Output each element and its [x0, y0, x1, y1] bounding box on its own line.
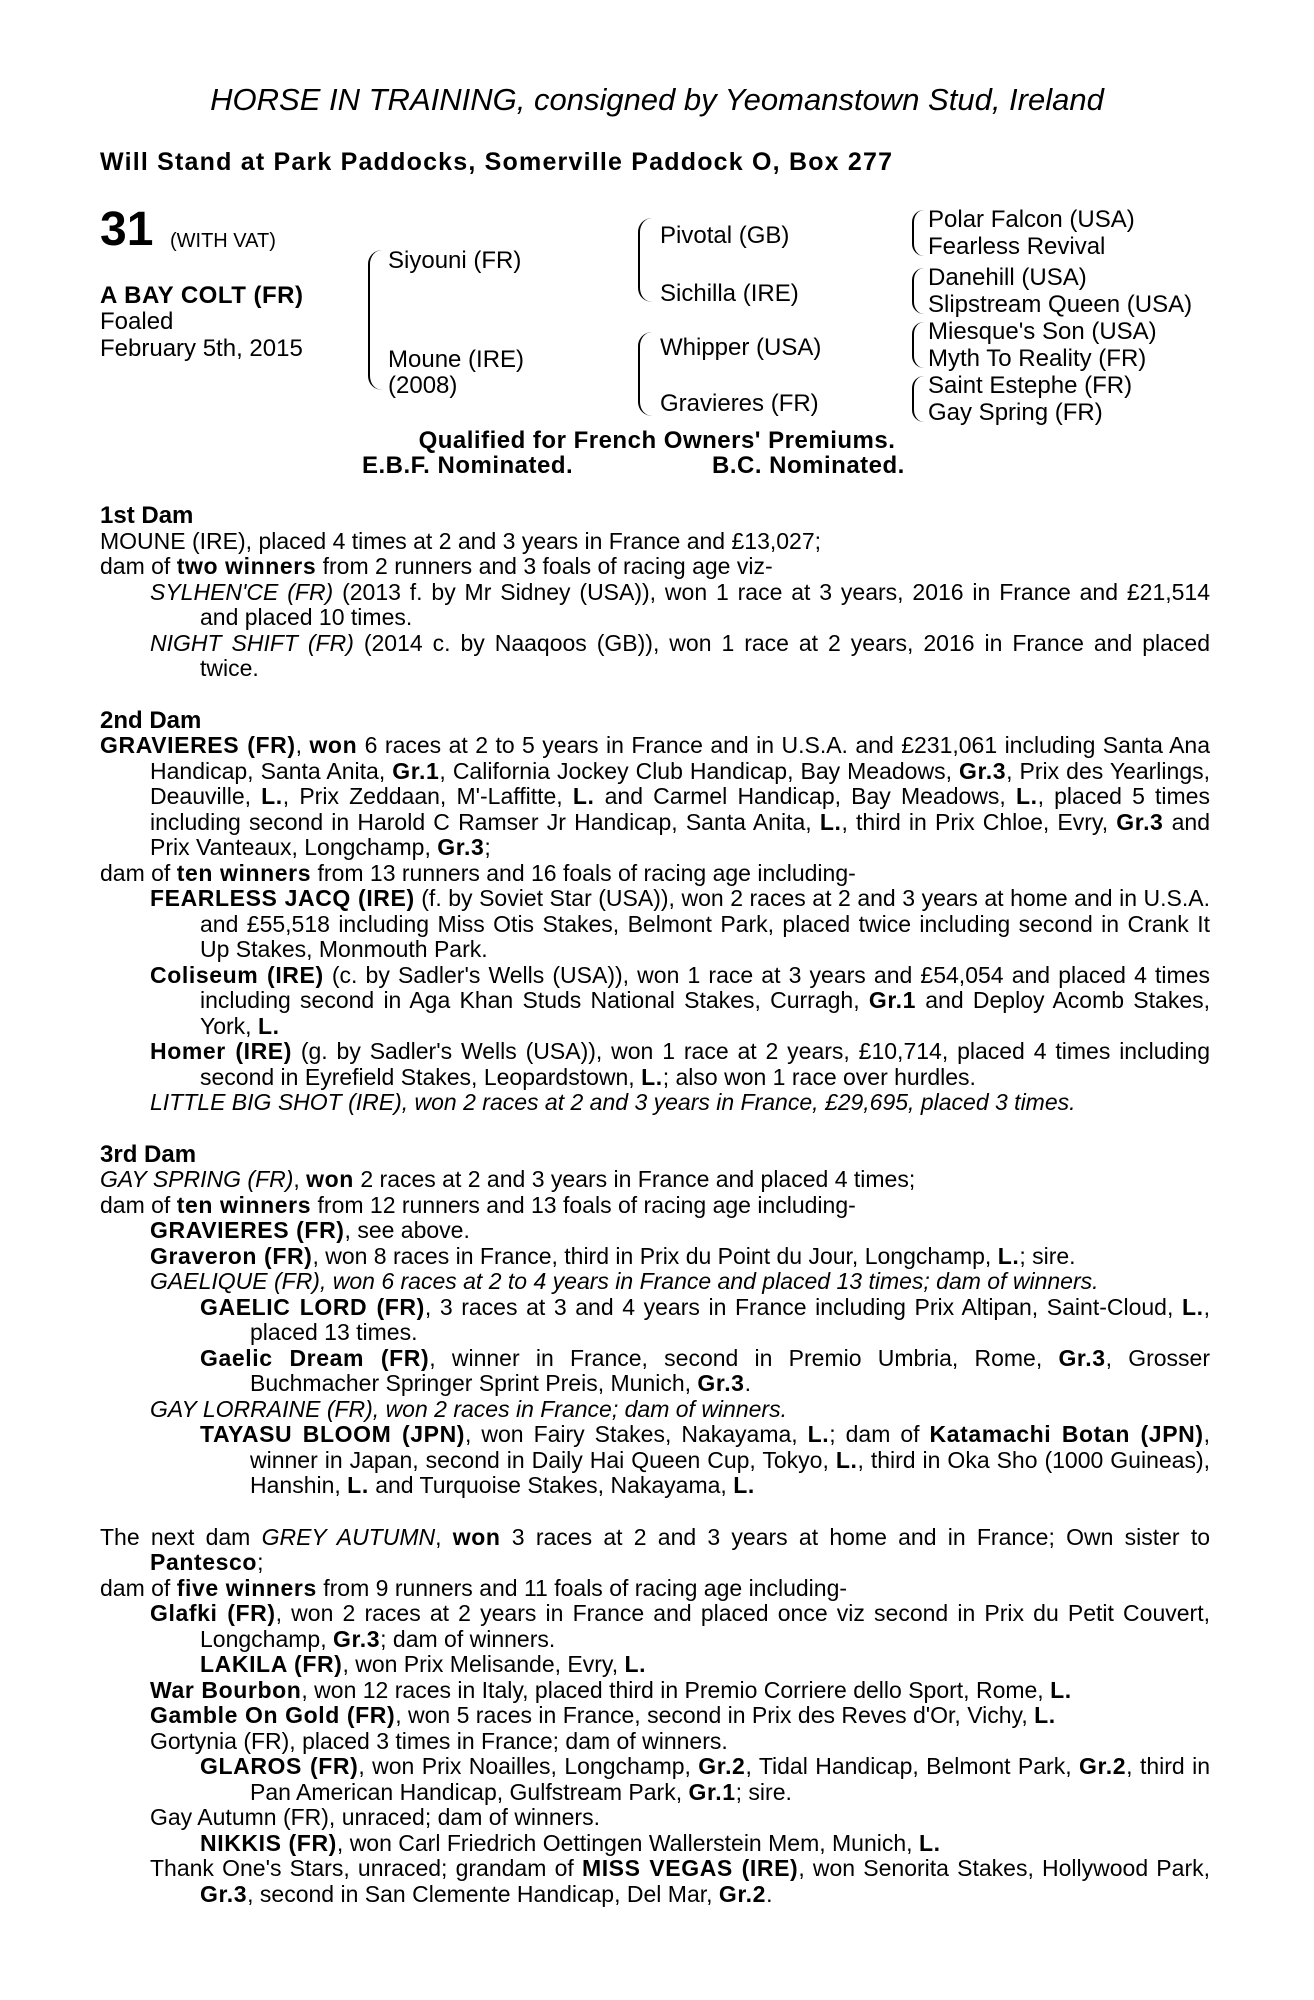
produce-entry: SYLHEN'CE (FR) (2013 f. by Mr Sidney (USA)), won 1 race at 3 years, 2016 in France and £21,514 and placed 10 times.	[150, 578, 1211, 630]
produce-entry: TAYASU BLOOM (JPN), won Fairy Stakes, Nakayama, L.; dam of Katamachi Botan (JPN), winner in Japan, second in Daily Hai Queen Cup, Tokyo, L., third in Oka Sho (1000 Guineas), Hanshin, L. and Turquoise Stakes, Nakayama, L.	[200, 1421, 1210, 1498]
first-dam-heading: 1st Dam	[100, 502, 194, 529]
produce-entry: Glafki (FR), won 2 races at 2 years in France and placed once viz second in Prix du Petit Couvert, Longchamp, Gr.3; dam of winners.	[150, 1600, 1210, 1652]
produce-entry: Coliseum (IRE) (c. by Sadler's Wells (USA)), won 1 race at 3 years and £54,054 and placed 4 times including second in Aga Khan Studs National Stakes, Curragh, Gr.1 and Deploy Acomb Stakes, York, L.	[150, 961, 1210, 1039]
foaled-date: February 5th, 2015	[100, 335, 303, 362]
produce-entry: Gamble On Gold (FR), won 5 races in France, second in Prix des Reves d'Or, Vichy, L.	[150, 1702, 1056, 1728]
next-dam-entry: The next dam GREY AUTUMN, won 3 races at 2 and 3 years at home and in France; Own sister to Pantesco;	[100, 1523, 1211, 1575]
produce-entry: NIGHT SHIFT (FR) (2014 c. by Naaqoos (GB)), won 1 race at 2 years, 2016 in France and placed twice.	[150, 629, 1210, 681]
pedigree-sire-dam: Sichilla (IRE)	[660, 280, 799, 307]
produce-entry: GLAROS (FR), won Prix Noailles, Longchamp, Gr.2, Tidal Handicap, Belmont Park, Gr.2, third in Pan American Handicap, Gulfstream Park, Gr.1; sire.	[200, 1753, 1210, 1805]
produce-entry: GAY LORRAINE (FR), won 2 races in France; dam of winners.	[150, 1395, 787, 1422]
produce-entry: LITTLE BIG SHOT (IRE), won 2 races at 2 and 3 years in France, £29,695, placed 3 times.	[150, 1089, 1076, 1115]
pedigree-ggs-5: Miesque's Son (USA)	[928, 318, 1157, 345]
pedigree-dam-sire: Whipper (USA)	[660, 334, 822, 361]
pedigree-dam: Moune (IRE)	[388, 346, 525, 373]
produce-entry: GAELIC LORD (FR), 3 races at 3 and 4 years in France including Prix Altipan, Saint-Cloud, L., placed 13 times.	[200, 1293, 1210, 1345]
pedigree-dam-dam: Gravieres (FR)	[660, 390, 819, 417]
produce-entry: War Bourbon, won 12 races in Italy, placed third in Premio Corriere dello Sport, Rome, L.	[150, 1676, 1072, 1703]
pedigree-ggs-1: Polar Falcon (USA)	[928, 206, 1135, 233]
pedigree-bracket	[638, 332, 652, 416]
lot-number: 31	[100, 203, 154, 256]
produce-entry: FEARLESS JACQ (IRE) (f. by Soviet Star (USA)), won 2 races at 2 and 3 years at home and in U.S.A. and £55,518 including Miss Otis Stakes, Belmont Park, placed twice including second in Crank It Up Stakes, Monmouth Park.	[150, 885, 1210, 962]
pedigree-ggs-8: Gay Spring (FR)	[928, 399, 1103, 426]
pedigree-bracket	[912, 376, 924, 422]
next-dam-produce-summary: dam of five winners from 9 runners and 11 foals of racing age including-	[100, 1574, 848, 1601]
pedigree-sire: Siyouni (FR)	[388, 247, 522, 274]
produce-entry: LAKILA (FR), won Prix Melisande, Evry, L.	[200, 1651, 647, 1677]
second-dam-produce-summary: dam of ten winners from 13 runners and 16 foals of racing age including-	[100, 859, 856, 886]
produce-entry: Thank One's Stars, unraced; grandam of MISS VEGAS (IRE), won Senorita Stakes, Hollywood Park, Gr.3, second in San Clemente Handicap, Del Mar, Gr.2.	[150, 1855, 1210, 1907]
pedigree-ggs-2: Fearless Revival	[928, 233, 1106, 260]
lot-name: A BAY COLT (FR)	[100, 282, 304, 309]
pedigree-ggs-7: Saint Estephe (FR)	[928, 372, 1133, 399]
produce-entry: Gaelic Dream (FR), winner in France, second in Premio Umbria, Rome, Gr.3, Grosser Buchmacher Springer Sprint Preis, Munich, Gr.3.	[200, 1344, 1210, 1396]
produce-entry: Graveron (FR), won 8 races in France, third in Prix du Point du Jour, Longchamp, L.; sire.	[150, 1242, 1076, 1269]
pedigree-ggs-4: Slipstream Queen (USA)	[928, 291, 1193, 318]
third-dam-produce-summary: dam of ten winners from 12 runners and 13 foals of racing age including-	[100, 1191, 856, 1218]
first-dam-produce-summary: dam of two winners from 2 runners and 3 foals of racing age viz-	[100, 553, 773, 579]
second-dam-entry: GRAVIERES (FR), won 6 races at 2 to 5 years in France and in U.S.A. and £231,061 including Santa Ana Handicap, Santa Anita, Gr.1, California Jockey Club Handicap, Bay Meadows, Gr.3, Prix des Yearlings, Deauville, L., Prix Zeddaan, M'-Laffitte, L. and Carmel Handicap, Bay Meadows, L., placed 5 times including second in Harold C Ramser Jr Handicap, Santa Anita, L., third in Prix Chloe, Evry, Gr.3 and Prix Vanteaux, Longchamp, Gr.3;	[100, 732, 1211, 860]
pedigree-bracket	[638, 218, 652, 302]
pedigree-bracket	[912, 268, 924, 314]
premiums-note: Qualified for French Owners' Premiums.	[418, 427, 896, 454]
page-title: HORSE IN TRAINING, consigned by Yeomanstown Stud, Ireland	[210, 82, 1104, 117]
pedigree-bracket	[912, 210, 924, 256]
bc-note: B.C. Nominated.	[712, 452, 905, 479]
third-dam-heading: 3rd Dam	[100, 1140, 197, 1168]
venue-line: Will Stand at Park Paddocks, Somerville Paddock O, Box 277	[100, 148, 894, 176]
pedigree-bracket	[912, 322, 924, 368]
produce-entry: NIKKIS (FR), won Carl Friedrich Oettingen Wallerstein Mem, Munich, L.	[200, 1829, 941, 1856]
pedigree-notes	[100, 503, 1210, 1907]
ebf-note: E.B.F. Nominated.	[362, 452, 574, 479]
produce-entry: Gortynia (FR), placed 3 times in France; dam of winners.	[150, 1727, 728, 1754]
pedigree-ggs-6: Myth To Reality (FR)	[928, 345, 1147, 372]
foaled-label: Foaled	[100, 308, 174, 335]
produce-entry: GAELIQUE (FR), won 6 races at 2 to 4 years in France and placed 13 times; dam of winners.	[150, 1268, 1099, 1294]
vat-note: (WITH VAT)	[170, 230, 276, 252]
third-dam-entry: GAY SPRING (FR), won 2 races at 2 and 3 years in France and placed 4 times;	[100, 1166, 916, 1192]
second-dam-heading: 2nd Dam	[100, 706, 202, 734]
pedigree-sire-sire: Pivotal (GB)	[660, 222, 790, 249]
produce-entry: GRAVIERES (FR), see above.	[150, 1217, 470, 1243]
pedigree-bracket	[368, 250, 382, 390]
produce-entry: Gay Autumn (FR), unraced; dam of winners.	[150, 1804, 600, 1830]
produce-entry: Homer (IRE) (g. by Sadler's Wells (USA)), won 1 race at 2 years, £10,714, placed 4 times including second in Eyrefield Stakes, Leopardstown, L.; also won 1 race over hurdles.	[150, 1038, 1210, 1090]
first-dam-entry: MOUNE (IRE), placed 4 times at 2 and 3 years in France and £13,027;	[100, 527, 822, 554]
pedigree-dam-year: (2008)	[388, 372, 458, 399]
pedigree-ggs-3: Danehill (USA)	[928, 264, 1087, 291]
